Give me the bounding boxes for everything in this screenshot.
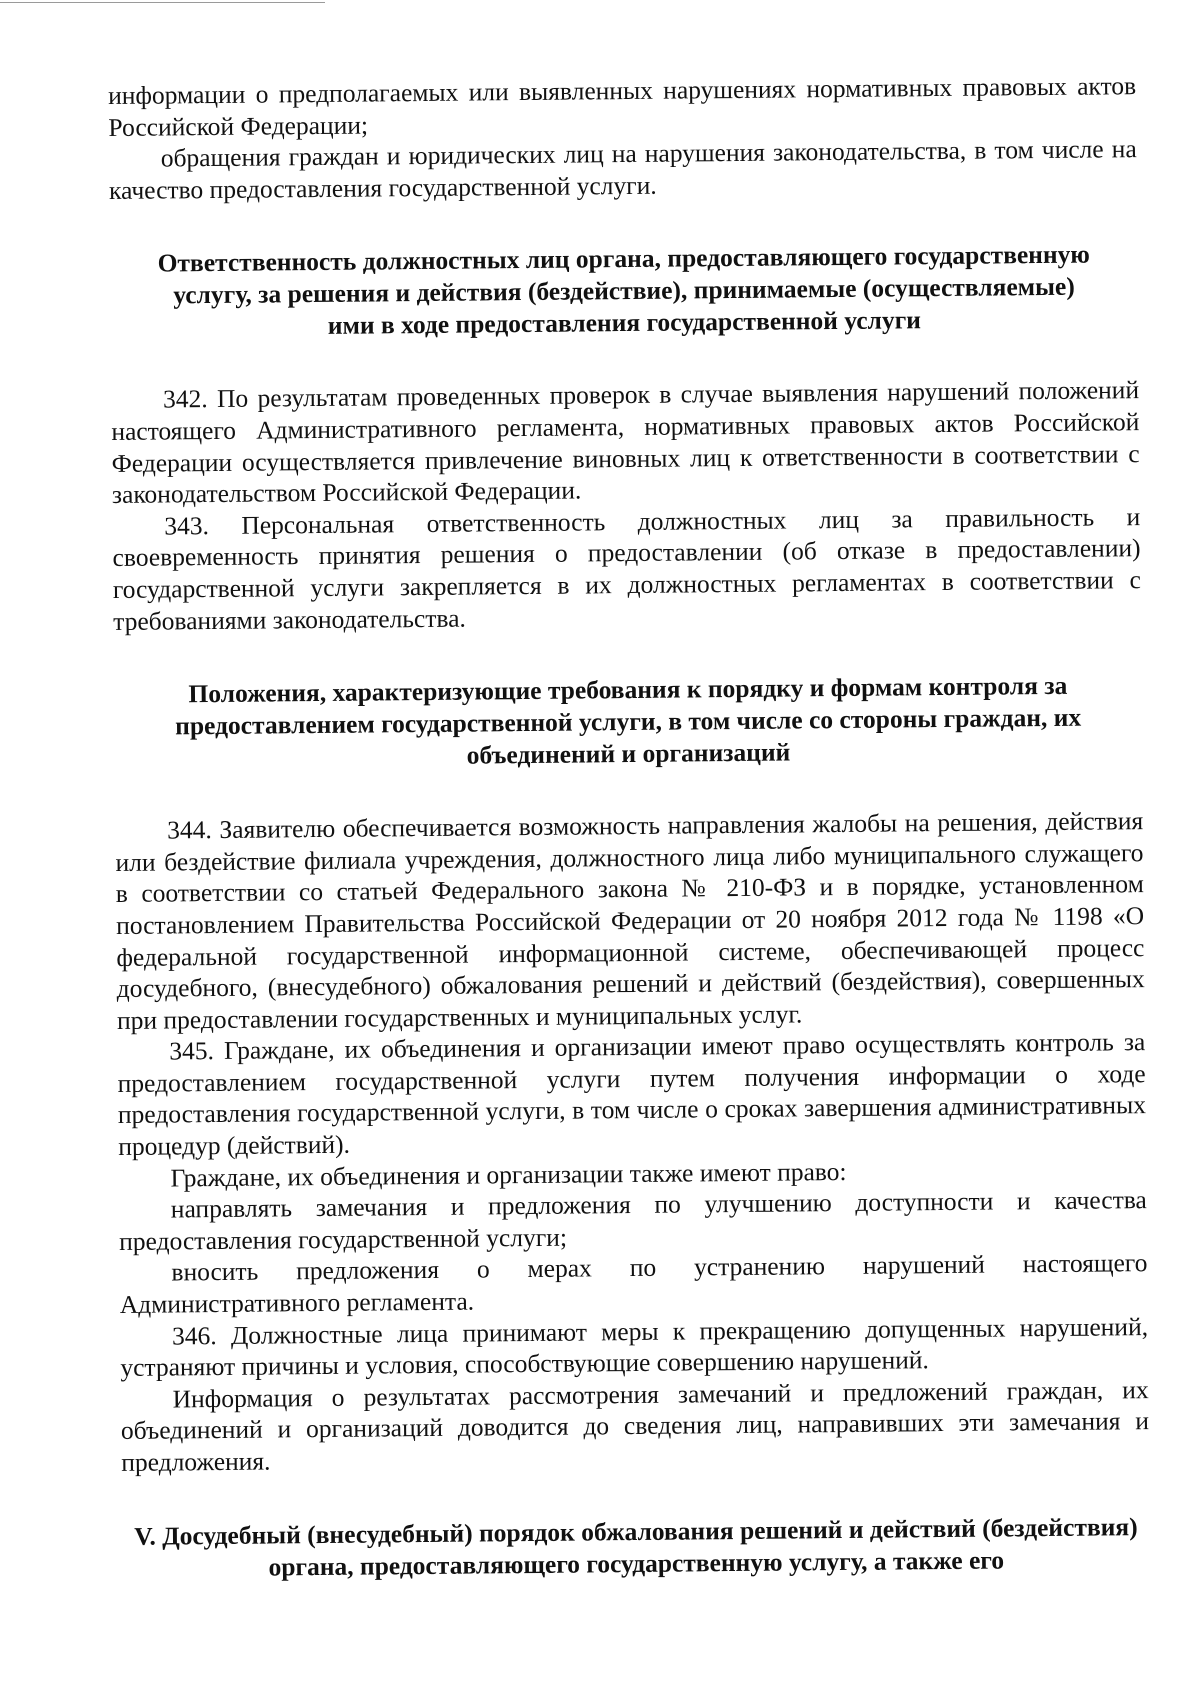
paragraph-citizen-appeals: обращения граждан и юридических лиц на нарушения законодательства, в том числе на качество предоставления государственной услуги. xyxy=(108,134,1137,205)
paragraph-343: 343. Персональная ответственность должностных лиц за правильность и своевременность принятия решения о предоставлении (об отказе в предоставлении) государственной услуги закрепляется в их должностных регламентах в соответствии с требованиями законодательства. xyxy=(112,501,1141,636)
document-body xyxy=(108,70,1150,1584)
paragraph-submit-proposals: вносить предложения о мерах по устранению нарушений настоящего Административного регламента. xyxy=(119,1248,1148,1319)
paragraph-342: 342. По результатам проведенных проверок в случае выявления нарушений положений настоящего Административного регламента, нормативных правовых актов Российской Федерации осуществляется привлечение виновных лиц к ответственности в соответствии с законодательством Российской Федерации. xyxy=(111,375,1140,510)
paragraph-send-remarks: направлять замечания и предложения по улучшению доступности и качества предоставления государственной услуги; xyxy=(119,1185,1147,1256)
scan-edge-line xyxy=(0,2,325,3)
heading-control-requirements: Положения, характеризующие требования к порядку и формам контроля за предоставлением государственной услуги, в том числе со стороны граждан, их объединений и организаций xyxy=(175,670,1082,770)
heading-officials-responsibility: Ответственность должностных лиц органа, предоставляющего государственную услугу, за решения и действия (бездействие), принимаемые (осуществляемые) ими в ходе предоставления государственной услуги xyxy=(157,239,1090,341)
paragraph-violations-info: информации о предполагаемых или выявленных нарушениях нормативных правовых актов Российской Федерации; xyxy=(108,71,1137,142)
heading-section-v: V. Досудебный (внесудебный) порядок обжалования решений и действий (бездействия) органа, предоставляющего государственную услугу, а также его xyxy=(134,1511,1138,1582)
paragraph-citizens-rights: Граждане, их объединения и организации также имеют право: xyxy=(170,1156,847,1193)
paragraph-345: 345. Граждане, их объединения и организации имеют право осуществлять контроль за предоставлением государственной услуги путем получения информации о ходе предоставления государственной услуги, в том числе о сроках завершения административных процедур (действий). xyxy=(117,1027,1147,1162)
paragraph-344: 344. Заявителю обеспечивается возможность направления жалобы на решения, действия или бездействие филиала учреждения, должностного лица либо муниципального служащего в соответствии со статьей Федерального закона № 210-ФЗ и в порядке, установленном постановлением Правительства Российской Федерации от 20 ноября 2012 года № 1198 «О федеральной государственной информационной системе, обеспечивающей процесс досудебного, (внесудебного) обжалования решений и действий (бездействия), совершенных при предоставлении государственных и муниципальных услуг. xyxy=(115,806,1145,1035)
paragraph-346: 346. Должностные лица принимают меры к прекращению допущенных нарушений, устраняют причины и условия, способствующие совершению нарушений. xyxy=(120,1311,1149,1383)
paragraph-review-results: Информация о результатах рассмотрения замечаний и предложений граждан, их объединений и организаций доводится до сведения лиц, направивших эти замечания и предложения. xyxy=(120,1374,1150,1477)
